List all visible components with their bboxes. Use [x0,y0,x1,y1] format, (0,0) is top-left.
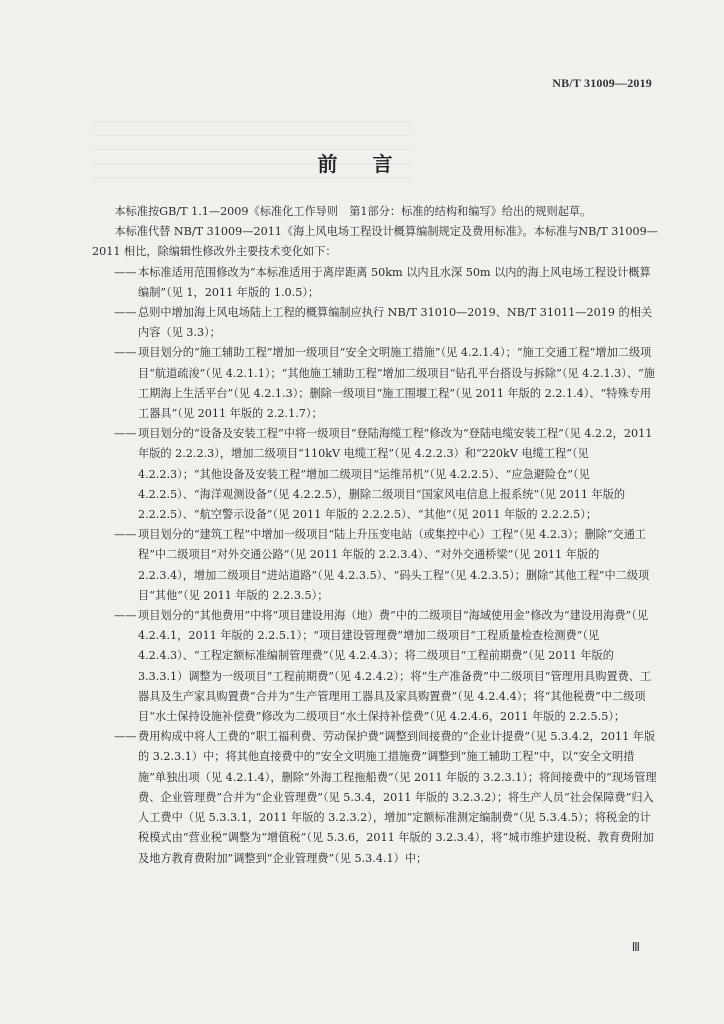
change-item [92,606,658,727]
intro-paragraph: 本标准按GB/T 1.1—2009《标准化工作导则 第1部分：标准的结构和编写》给出的规则起草。 [114,205,592,218]
change-item-text: 项目划分的“设备及安装工程”中将一级项目“登陆海缆工程”修改为“登陆电缆安装工程”（见 4.2.2，2011 年版的 2.2.2.3），增加二级项目“110kV 电缆工程”（见 4.2.2.3）和“220kV 电缆工程”（见 4.2.2.3）；“其他设备及安装工程”增加二级项目“运维吊机”（见 4.2.2.5）、“应急避险仓”（见 4.2.2.5）、“海洋观测设备”（见 4.2.2.5），删除二级项目“国家风电信息上报系统”（见 2011 年版的 2.2.2.5）、“航空警示设备”（见 2011 年版的 2.2.2.5）、“其他”（见 2011 年版的 2.2.2.5）； [138,427,653,522]
change-item-text: 项目划分的“其他费用”中将“项目建设用海（地）费”中的二级项目“海域使用金”修改为“建设用海费”（见 4.2.4.1，2011 年版的 2.2.5.1）；“项目建设管理费”增加二级项目“工程质量检查检测费”（见 4.2.4.3）、“工程定额标准编制管理费”（见 4.2.4.3）；将二级项目“工程前期费”（见 2011 年版的 3.3.3.1）调整为一级项目“工程前期费”（见 4.2.4.2）；将“生产准备费”中二级项目“管理用具购置费、工器具及生产家具购置费”合并为“生产管理用工器具及家具购置费”（见 4.2.4.4）；将“其他税费”中二级项目“水土保持设施补偿费”修改为二级项目“水土保持补偿费”（见 4.2.4.6，2011 年版的 2.2.5.5）； [138,609,652,724]
change-item-text: 总则中增加海上风电场陆上工程的概算编制应执行 NB/T 31010—2019、NB/T 31011—2019 的相关内容（见 3.3）； [138,306,653,340]
change-item-text: 费用构成中将人工费的“职工福利费、劳动保护费”调整到间接费的“企业计提费”（见 5.3.4.2，2011 年版的 3.2.3.1）中；将其他直接费中的“安全文明施工措施费”调整到“施工辅助工程”中，以“安全文明措施”单独出项（见 4.2.1.4），删除“外海工程拖船费”（见 2011 年版的 3.2.3.1）；将间接费中的“现场管理费、企业管理费”合并为“企业管理费”（见 5.3.4，2011 年版的 3.2.3.2）；将生产人员“社会保障费”归入人工费中（见 5.3.3.1，2011 年版的 3.2.3.2），增加“定额标准测定编制费”（见 5.3.4.5）；将税金的计税模式由“营业税”调整为“增值税”（见 5.3.6，2011 年版的 3.2.3.4），将“城市维护建设税、教育费附加及地方教育费附加”调整到“企业管理费”（见 5.3.4.1）中； [138,730,657,865]
list-dash: —— [114,346,137,360]
list-dash: —— [114,609,137,623]
change-item-text: 项目划分的“建筑工程”中增加一级项目“陆上升压变电站（或集控中心）工程”（见 4.2.3）；删除“交通工程”中二级项目“对外交通公路”（见 2011 年版的 2.2.3.4）、“对外交通桥梁”（见 2011 年版的 2.2.3.4），增加二级项目“进站道路”（见 4.2.3.5）、“码头工程”（见 4.2.3.5）；删除“其他工程”中二级项目“其他”（见 2011 年版的 2.2.3.5）； [138,528,650,602]
page-number: Ⅲ [631,940,640,954]
change-item [92,424,658,525]
change-item [92,263,658,303]
change-item [92,303,658,343]
change-item [92,525,658,606]
intro-paragraph: 本标准代替 NB/T 31009—2011《海上风电场工程设计概算编制规定及费用标准》。本标准与NB/T 31009—2011 相比，除编辑性修改外主要技术变化如下： [92,225,658,259]
list-dash: —— [114,306,137,320]
list-dash: —— [114,528,137,542]
foreword-body [92,202,658,869]
list-dash: —— [114,730,137,744]
page-title: 前 言 [317,152,407,176]
list-dash: —— [114,265,137,279]
list-dash: —— [114,427,137,441]
change-item [92,343,658,424]
change-item [92,727,658,868]
standard-number-header: NB/T 31009—2019 [552,76,652,90]
change-item-text: 项目划分的“施工辅助工程”增加一级项目“安全文明施工措施”（见 4.2.1.4）；“施工交通工程”增加二级项目“航道疏浚”（见 4.2.1.1）；“其他施工辅助工程”增加二级项目“钻孔平台搭设与拆除”（见 4.2.1.3）、“施工期海上生活平台”（见 4.2.1.3）；删除一级项目“施工围堰工程”（见 2011 年版的 2.2.1.4）、“特殊专用工器具”（见 2011 年版的 2.2.1.7）； [138,346,655,421]
change-item-text: 本标准适用范围修改为“本标准适用于离岸距离 50km 以内且水深 50m 以内的海上风电场工程设计概算编制”（见 1，2011 年版的 1.0.5）； [138,265,651,299]
